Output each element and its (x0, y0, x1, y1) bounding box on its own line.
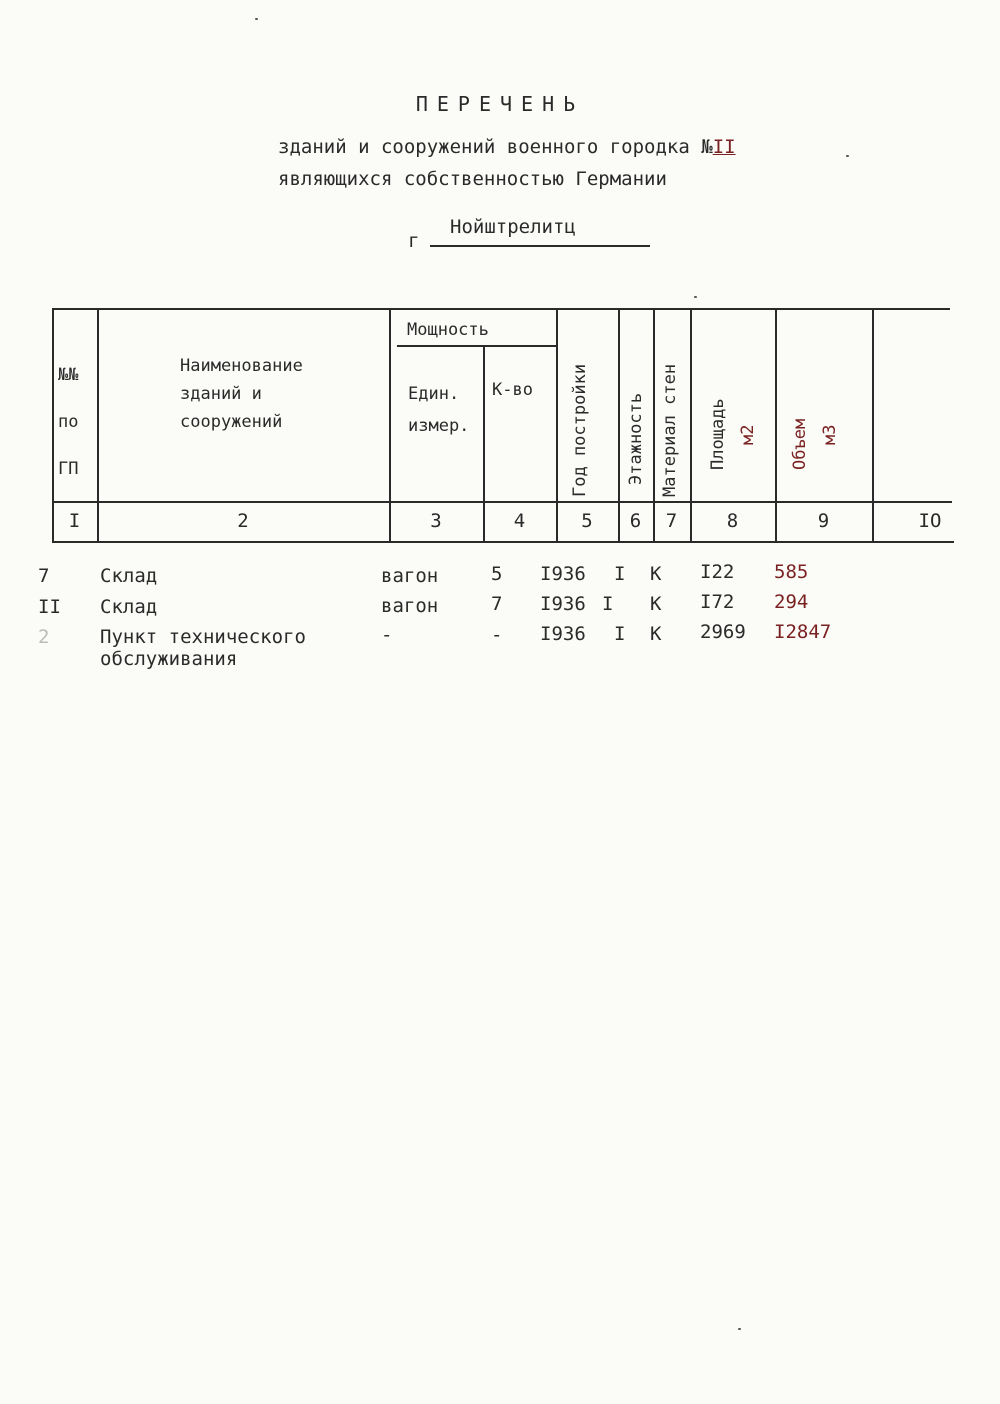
row-qty: 7 (491, 593, 503, 615)
col-border (775, 310, 777, 543)
scan-speck (694, 296, 697, 298)
row-area: 2969 (700, 621, 746, 643)
header-col6: Этажность (626, 392, 646, 485)
col-border (690, 310, 692, 543)
subtitle-line-2: являющихся собственностью Германии (278, 168, 667, 190)
header-text: Площадь (708, 398, 728, 470)
col-border (52, 310, 54, 543)
col-border (97, 310, 99, 543)
row-floors: I (614, 623, 626, 645)
col-border (872, 310, 874, 543)
row-floors: I (602, 593, 614, 615)
row-unit: вагон (381, 595, 439, 617)
col-border (556, 310, 558, 543)
header-col8 (708, 398, 728, 470)
row-volume: 585 (774, 561, 809, 583)
col-border (389, 310, 391, 543)
header-capacity: Мощность (407, 320, 489, 340)
row-year: I936 (540, 593, 586, 615)
header-col8-unit: м2 (738, 424, 758, 445)
header-col9-unit: м3 (820, 424, 840, 445)
row-qty: 5 (491, 563, 503, 585)
header-text: по (58, 412, 79, 432)
header-col7: Материал стен (660, 363, 680, 497)
row-material: К (650, 563, 662, 585)
column-number: 4 (513, 510, 526, 532)
column-number: 3 (430, 510, 442, 532)
column-number: 5 (581, 510, 593, 532)
row-floors: I (614, 563, 626, 585)
row-unit: вагон (381, 565, 439, 587)
row-volume: I2847 (774, 621, 832, 643)
col-border (653, 310, 655, 543)
row-name: Склад (100, 565, 158, 587)
subtitle-line-1 (278, 136, 736, 158)
row-year: I936 (540, 623, 586, 645)
column-number: 9 (817, 510, 830, 532)
town-number: II (712, 136, 736, 158)
column-number: 2 (237, 510, 249, 532)
header-text: ГП (58, 459, 79, 479)
header-bottom-border (52, 501, 952, 503)
header-col4: К-во (492, 380, 533, 400)
column-number: IO (918, 510, 942, 532)
table-top-border (52, 308, 950, 310)
header-text: №№ (58, 365, 79, 385)
city-prefix: г (408, 230, 420, 252)
row-material: К (650, 623, 662, 645)
row-unit: - (381, 624, 393, 646)
scan-speck (846, 155, 849, 157)
header-text: Наименование (180, 356, 303, 376)
column-number: 6 (629, 510, 642, 532)
row-area: I22 (700, 561, 735, 583)
column-number: 7 (665, 510, 678, 532)
header-col5: Год постройки (570, 363, 590, 497)
row-year: I936 (540, 563, 586, 585)
row-volume: 294 (774, 591, 809, 613)
row-name: Склад (100, 596, 158, 618)
subtitle-text: зданий и сооружений военного городка № (278, 136, 713, 158)
header-col9: Объем (790, 418, 810, 470)
scan-speck (738, 1328, 741, 1330)
city-underline (430, 245, 650, 247)
header-text: сооружений (180, 412, 283, 432)
row-no: II (38, 596, 61, 618)
row-qty: - (491, 624, 503, 646)
header-col3 (408, 378, 469, 442)
row-name-cont: обслуживания (100, 648, 238, 670)
header-text: зданий и (180, 384, 262, 404)
header-text: Един. (408, 384, 460, 404)
column-number: 8 (726, 510, 739, 532)
header-col2 (180, 352, 303, 436)
table-bottom-border (52, 541, 954, 543)
header-col1 (58, 352, 78, 493)
scan-speck (255, 18, 258, 20)
document-title: ПЕРЕЧЕНЬ (415, 92, 585, 116)
city-name: Нойштрелитц (450, 216, 576, 238)
row-material: К (650, 593, 662, 615)
row-area: I72 (700, 591, 735, 613)
column-number: I (68, 510, 81, 532)
col-border (618, 310, 620, 543)
row-no: 7 (38, 565, 50, 587)
row-no: 2 (38, 626, 50, 648)
header-text: измер. (408, 416, 470, 436)
capacity-divider (397, 345, 557, 347)
row-name: Пункт технического (100, 626, 306, 648)
